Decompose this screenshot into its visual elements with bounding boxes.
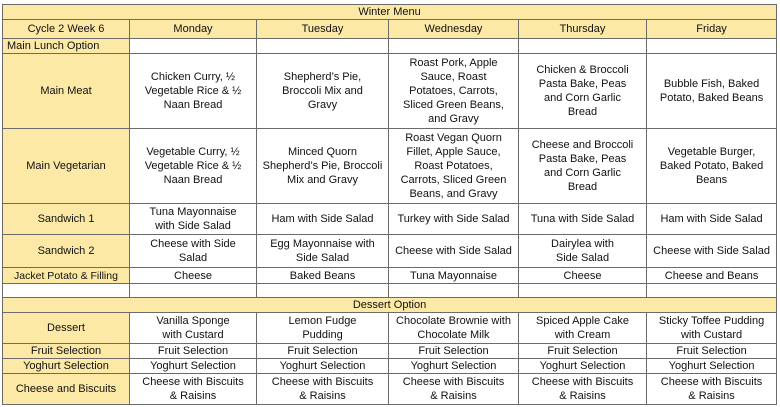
- day-header: Wednesday: [389, 20, 519, 39]
- menu-cell: Vegetable Curry, ½ Vegetable Rice & ½ Naan Bread: [130, 129, 257, 204]
- day-header: Monday: [130, 20, 257, 39]
- menu-cell: Fruit Selection: [389, 344, 519, 359]
- menu-cell: Baked Beans: [257, 268, 389, 284]
- menu-cell: Fruit Selection: [257, 344, 389, 359]
- menu-cell: Cheese with Side Salad: [130, 235, 257, 268]
- menu-cell: Roast Pork, Apple Sauce, Roast Potatoes, Carrots, Sliced Green Beans, and Gravy: [389, 54, 519, 129]
- main-section-label: Main Lunch Option: [3, 39, 130, 54]
- menu-cell: Yoghurt Selection: [519, 359, 647, 374]
- menu-cell: Vegetable Burger, Baked Potato, Baked Beans: [647, 129, 777, 204]
- menu-cell: Cheese with Biscuits & Raisins: [389, 374, 519, 405]
- row-label: Fruit Selection: [3, 344, 130, 359]
- row-label: Main Meat: [3, 54, 130, 129]
- main-section-row: [3, 39, 777, 54]
- menu-cell: Yoghurt Selection: [257, 359, 389, 374]
- menu-cell: Dairylea with Side Salad: [519, 235, 647, 268]
- menu-cell: Shepherd’s Pie, Broccoli Mix and Gravy: [257, 54, 389, 129]
- winter-menu-table: [2, 4, 777, 405]
- menu-cell: Chicken & Broccoli Pasta Bake, Peas and Corn Garlic Bread: [519, 54, 647, 129]
- menu-row: [3, 204, 777, 235]
- row-label: Sandwich 2: [3, 235, 130, 268]
- menu-cell: Cheese: [130, 268, 257, 284]
- dessert-section-label: Dessert Option: [3, 298, 777, 313]
- day-header-row: [3, 20, 777, 39]
- menu-cell: Ham with Side Salad: [647, 204, 777, 235]
- menu-row: [3, 54, 777, 129]
- menu-cell: Chocolate Brownie with Chocolate Milk: [389, 313, 519, 344]
- day-header: Thursday: [519, 20, 647, 39]
- menu-cell: Fruit Selection: [647, 344, 777, 359]
- row-label: Sandwich 1: [3, 204, 130, 235]
- menu-cell: Minced Quorn Shepherd’s Pie, Broccoli Mix and Gravy: [257, 129, 389, 204]
- day-header: Tuesday: [257, 20, 389, 39]
- menu-cell: Cheese with Side Salad: [647, 235, 777, 268]
- title-row: [3, 5, 777, 20]
- menu-row: [3, 129, 777, 204]
- row-label: Cheese and Biscuits: [3, 374, 130, 405]
- menu-cell: Yoghurt Selection: [389, 359, 519, 374]
- menu-cell: Egg Mayonnaise with Side Salad: [257, 235, 389, 268]
- menu-cell: Cheese with Biscuits & Raisins: [519, 374, 647, 405]
- menu-cell: Roast Vegan Quorn Fillet, Apple Sauce, Roast Potatoes, Carrots, Sliced Green Beans, and Gravy: [389, 129, 519, 204]
- menu-cell: Lemon Fudge Pudding: [257, 313, 389, 344]
- week-label: Cycle 2 Week 6: [3, 20, 130, 39]
- menu-title: Winter Menu: [3, 5, 777, 20]
- menu-cell: Cheese: [519, 268, 647, 284]
- menu-cell: Cheese and Broccoli Pasta Bake, Peas and Corn Garlic Bread: [519, 129, 647, 204]
- menu-cell: Spiced Apple Cake with Cream: [519, 313, 647, 344]
- dessert-row: [3, 313, 777, 344]
- menu-cell: Ham with Side Salad: [257, 204, 389, 235]
- dessert-row: [3, 344, 777, 359]
- row-label: Main Vegetarian: [3, 129, 130, 204]
- menu-cell: Tuna with Side Salad: [519, 204, 647, 235]
- menu-cell: Cheese with Side Salad: [389, 235, 519, 268]
- day-header: Friday: [647, 20, 777, 39]
- menu-cell: Fruit Selection: [130, 344, 257, 359]
- menu-cell: Tuna Mayonnaise with Side Salad: [130, 204, 257, 235]
- menu-cell: Chicken Curry, ½ Vegetable Rice & ½ Naan Bread: [130, 54, 257, 129]
- spacer-row: [3, 284, 777, 298]
- menu-cell: Fruit Selection: [519, 344, 647, 359]
- menu-cell: Yoghurt Selection: [647, 359, 777, 374]
- menu-row: [3, 235, 777, 268]
- menu-cell: Cheese with Biscuits & Raisins: [647, 374, 777, 405]
- menu-cell: Yoghurt Selection: [130, 359, 257, 374]
- dessert-row: [3, 374, 777, 405]
- dessert-row: [3, 359, 777, 374]
- dessert-section-row: [3, 298, 777, 313]
- menu-cell: Sticky Toffee Pudding with Custard: [647, 313, 777, 344]
- menu-cell: Cheese and Beans: [647, 268, 777, 284]
- menu-cell: Tuna Mayonnaise: [389, 268, 519, 284]
- menu-cell: Cheese with Biscuits & Raisins: [130, 374, 257, 405]
- menu-cell: Vanilla Sponge with Custard: [130, 313, 257, 344]
- menu-cell: Turkey with Side Salad: [389, 204, 519, 235]
- row-label: Dessert: [3, 313, 130, 344]
- row-label: Jacket Potato & Filling: [3, 268, 130, 284]
- menu-cell: Cheese with Biscuits & Raisins: [257, 374, 389, 405]
- menu-row: [3, 268, 777, 284]
- row-label: Yoghurt Selection: [3, 359, 130, 374]
- menu-cell: Bubble Fish, Baked Potato, Baked Beans: [647, 54, 777, 129]
